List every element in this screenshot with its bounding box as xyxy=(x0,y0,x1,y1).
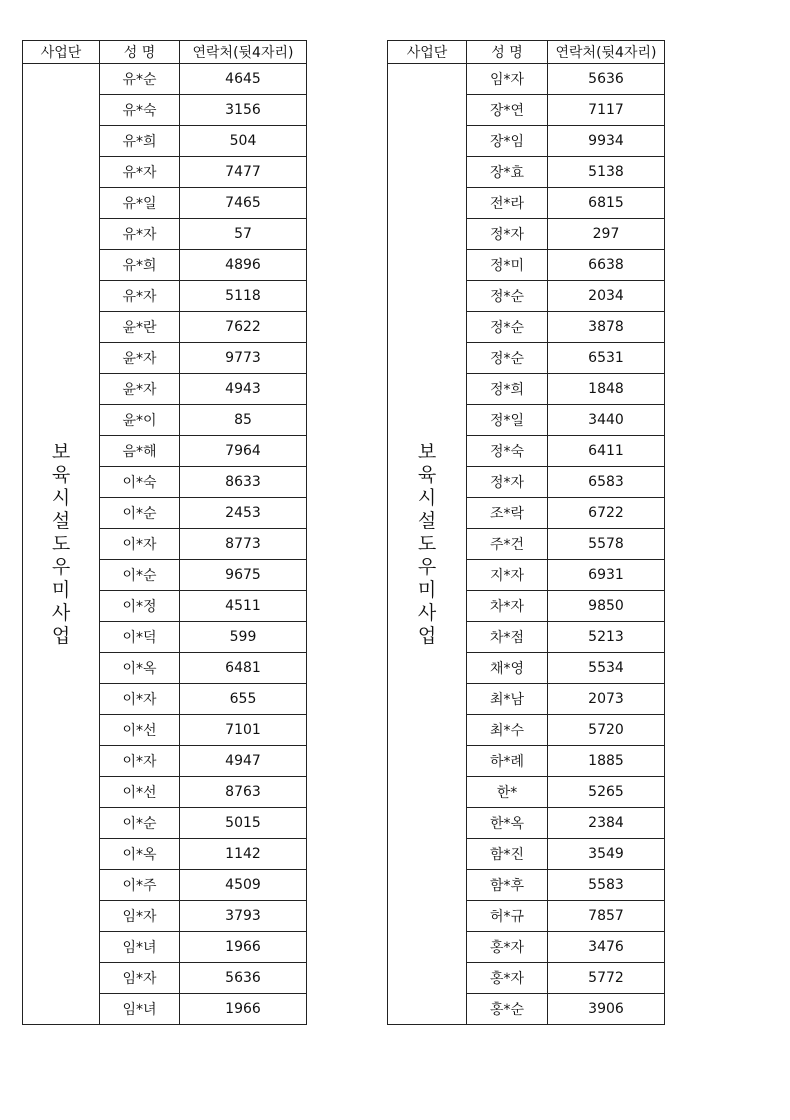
phone-cell: 6638 xyxy=(548,250,665,281)
name-cell: 정*숙 xyxy=(467,436,548,467)
org-label: 보육시설도우미사업 xyxy=(417,440,437,647)
phone-cell: 4511 xyxy=(180,591,307,622)
phone-cell: 5636 xyxy=(180,963,307,994)
phone-cell: 5636 xyxy=(548,64,665,95)
phone-cell: 6531 xyxy=(548,343,665,374)
phone-cell: 3878 xyxy=(548,312,665,343)
phone-cell: 7857 xyxy=(548,901,665,932)
phone-cell: 2384 xyxy=(548,808,665,839)
phone-cell: 3440 xyxy=(548,405,665,436)
phone-cell: 9934 xyxy=(548,126,665,157)
name-cell: 이*옥 xyxy=(100,653,180,684)
name-cell: 홍*자 xyxy=(467,932,548,963)
name-cell: 이*숙 xyxy=(100,467,180,498)
phone-cell: 4947 xyxy=(180,746,307,777)
phone-cell: 3906 xyxy=(548,994,665,1025)
phone-cell: 5213 xyxy=(548,622,665,653)
name-cell: 유*숙 xyxy=(100,95,180,126)
name-cell: 최*수 xyxy=(467,715,548,746)
name-cell: 정*일 xyxy=(467,405,548,436)
phone-cell: 4943 xyxy=(180,374,307,405)
phone-cell: 5138 xyxy=(548,157,665,188)
name-cell: 함*진 xyxy=(467,839,548,870)
name-cell: 조*락 xyxy=(467,498,548,529)
name-cell: 정*자 xyxy=(467,219,548,250)
phone-cell: 5720 xyxy=(548,715,665,746)
phone-cell: 1966 xyxy=(180,932,307,963)
name-cell: 임*녀 xyxy=(100,932,180,963)
name-cell: 정*희 xyxy=(467,374,548,405)
phone-cell: 7465 xyxy=(180,188,307,219)
name-cell: 윤*란 xyxy=(100,312,180,343)
phone-cell: 4896 xyxy=(180,250,307,281)
phone-cell: 3793 xyxy=(180,901,307,932)
header-org: 사업단 xyxy=(388,41,467,64)
header-org: 사업단 xyxy=(23,41,100,64)
name-cell: 주*건 xyxy=(467,529,548,560)
name-cell: 한* xyxy=(467,777,548,808)
name-cell: 홍*자 xyxy=(467,963,548,994)
name-cell: 정*순 xyxy=(467,312,548,343)
header-row xyxy=(388,41,665,64)
table-row xyxy=(388,64,665,95)
name-cell: 홍*순 xyxy=(467,994,548,1025)
name-cell: 이*순 xyxy=(100,498,180,529)
name-cell: 유*자 xyxy=(100,281,180,312)
header-name: 성 명 xyxy=(100,41,180,64)
phone-cell: 297 xyxy=(548,219,665,250)
phone-cell: 3476 xyxy=(548,932,665,963)
phone-cell: 9773 xyxy=(180,343,307,374)
name-cell: 채*영 xyxy=(467,653,548,684)
name-cell: 유*순 xyxy=(100,64,180,95)
phone-cell: 655 xyxy=(180,684,307,715)
name-cell: 이*정 xyxy=(100,591,180,622)
phone-cell: 6411 xyxy=(548,436,665,467)
name-cell: 장*연 xyxy=(467,95,548,126)
name-cell: 장*임 xyxy=(467,126,548,157)
name-cell: 이*덕 xyxy=(100,622,180,653)
phone-cell: 4509 xyxy=(180,870,307,901)
name-cell: 윤*자 xyxy=(100,374,180,405)
name-cell: 최*남 xyxy=(467,684,548,715)
name-cell: 유*희 xyxy=(100,250,180,281)
phone-cell: 6815 xyxy=(548,188,665,219)
name-cell: 유*희 xyxy=(100,126,180,157)
phone-cell: 6583 xyxy=(548,467,665,498)
phone-cell: 4645 xyxy=(180,64,307,95)
header-phone: 연락처(뒷4자리) xyxy=(180,41,307,64)
roster-table-left xyxy=(22,40,307,1025)
name-cell: 장*효 xyxy=(467,157,548,188)
name-cell: 임*녀 xyxy=(100,994,180,1025)
phone-cell: 7964 xyxy=(180,436,307,467)
name-cell: 정*미 xyxy=(467,250,548,281)
name-cell: 한*옥 xyxy=(467,808,548,839)
name-cell: 이*선 xyxy=(100,715,180,746)
name-cell: 허*규 xyxy=(467,901,548,932)
phone-cell: 2453 xyxy=(180,498,307,529)
name-cell: 유*자 xyxy=(100,219,180,250)
name-cell: 지*자 xyxy=(467,560,548,591)
name-cell: 하*례 xyxy=(467,746,548,777)
name-cell: 임*자 xyxy=(467,64,548,95)
phone-cell: 1142 xyxy=(180,839,307,870)
phone-cell: 504 xyxy=(180,126,307,157)
phone-cell: 5265 xyxy=(548,777,665,808)
name-cell: 이*자 xyxy=(100,684,180,715)
name-cell: 임*자 xyxy=(100,901,180,932)
name-cell: 함*후 xyxy=(467,870,548,901)
phone-cell: 9675 xyxy=(180,560,307,591)
name-cell: 임*자 xyxy=(100,963,180,994)
name-cell: 정*순 xyxy=(467,281,548,312)
phone-cell: 6722 xyxy=(548,498,665,529)
phone-cell: 8763 xyxy=(180,777,307,808)
header-phone: 연락처(뒷4자리) xyxy=(548,41,665,64)
phone-cell: 1885 xyxy=(548,746,665,777)
name-cell: 정*자 xyxy=(467,467,548,498)
phone-cell: 2034 xyxy=(548,281,665,312)
name-cell: 이*순 xyxy=(100,560,180,591)
header-row xyxy=(23,41,307,64)
header-name: 성 명 xyxy=(467,41,548,64)
org-cell xyxy=(23,64,100,1025)
phone-cell: 5118 xyxy=(180,281,307,312)
phone-cell: 2073 xyxy=(548,684,665,715)
phone-cell: 7477 xyxy=(180,157,307,188)
phone-cell: 1966 xyxy=(180,994,307,1025)
table-body xyxy=(388,64,665,1025)
phone-cell: 9850 xyxy=(548,591,665,622)
name-cell: 이*자 xyxy=(100,529,180,560)
name-cell: 차*점 xyxy=(467,622,548,653)
phone-cell: 6931 xyxy=(548,560,665,591)
org-label: 보육시설도우미사업 xyxy=(51,440,71,647)
name-cell: 이*주 xyxy=(100,870,180,901)
name-cell: 차*자 xyxy=(467,591,548,622)
name-cell: 정*순 xyxy=(467,343,548,374)
phone-cell: 7101 xyxy=(180,715,307,746)
phone-cell: 1848 xyxy=(548,374,665,405)
name-cell: 음*해 xyxy=(100,436,180,467)
table-row xyxy=(23,64,307,95)
name-cell: 이*자 xyxy=(100,746,180,777)
phone-cell: 599 xyxy=(180,622,307,653)
name-cell: 전*라 xyxy=(467,188,548,219)
phone-cell: 5534 xyxy=(548,653,665,684)
phone-cell: 5578 xyxy=(548,529,665,560)
phone-cell: 7622 xyxy=(180,312,307,343)
name-cell: 유*일 xyxy=(100,188,180,219)
name-cell: 윤*이 xyxy=(100,405,180,436)
name-cell: 윤*자 xyxy=(100,343,180,374)
name-cell: 이*옥 xyxy=(100,839,180,870)
org-cell xyxy=(388,64,467,1025)
phone-cell: 8633 xyxy=(180,467,307,498)
name-cell: 이*순 xyxy=(100,808,180,839)
phone-cell: 7117 xyxy=(548,95,665,126)
phone-cell: 3549 xyxy=(548,839,665,870)
phone-cell: 57 xyxy=(180,219,307,250)
phone-cell: 85 xyxy=(180,405,307,436)
name-cell: 이*선 xyxy=(100,777,180,808)
phone-cell: 5583 xyxy=(548,870,665,901)
name-cell: 유*자 xyxy=(100,157,180,188)
table-body xyxy=(23,64,307,1025)
phone-cell: 5015 xyxy=(180,808,307,839)
phone-cell: 8773 xyxy=(180,529,307,560)
phone-cell: 5772 xyxy=(548,963,665,994)
roster-table-right xyxy=(387,40,665,1025)
phone-cell: 3156 xyxy=(180,95,307,126)
phone-cell: 6481 xyxy=(180,653,307,684)
